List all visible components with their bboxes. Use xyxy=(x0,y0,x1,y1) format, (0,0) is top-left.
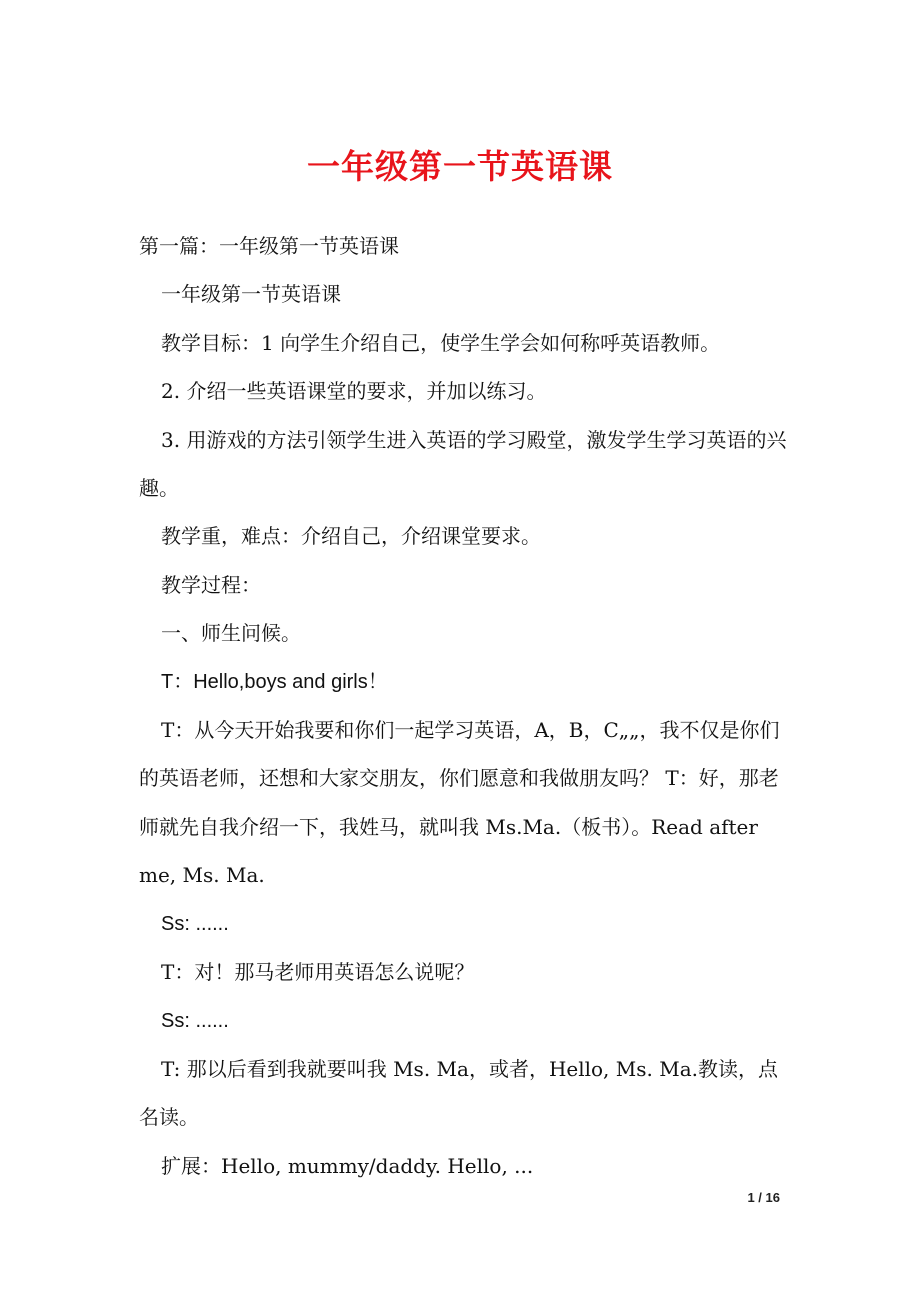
document-title: 一年级第一节英语课 xyxy=(307,147,613,186)
dialogue-line: T：从今天开始我要和你们一起学习英语，A，B，C„„，我不仅是你们的英语老师，还想和大家交朋友，你们愿意和我做朋友吗？ T：好，那老师就先自我介绍一下，我姓马，就叫我 Ms.Ma.（板书）。Read after me, Ms. Ma. xyxy=(139,718,780,888)
section-heading: 第一篇：一年级第一节英语课 xyxy=(139,234,399,258)
dialogue-line: T: 那以后看到我就要叫我 Ms. Ma，或者，Hello, Ms. Ma.教读，点名读。 xyxy=(139,1056,778,1130)
dialogue-line: Ss: ...... xyxy=(161,912,229,935)
lesson-title: 一年级第一节英语课 xyxy=(161,282,341,307)
page-number: 1 / 16 xyxy=(747,1190,780,1205)
dialogue-line: Ss: ...... xyxy=(161,1009,229,1032)
document-body xyxy=(139,222,789,1190)
key-points: 教学重，难点：介绍自己，介绍课堂要求。 xyxy=(161,524,541,549)
teaching-process-heading: 教学过程： xyxy=(161,572,261,597)
process-step-1: 一、师生问候。 xyxy=(161,621,301,646)
teaching-goal-1: 教学目标：1 向学生介绍自己，使学生学会如何称呼英语教师。 xyxy=(161,330,721,355)
dialogue-line: T：Hello,boys and girls！ xyxy=(161,670,388,693)
teaching-goal-3: 3. 用游戏的方法引领学生进入英语的学习殿堂，激发学生学习英语的兴趣。 xyxy=(139,427,787,501)
extension-line: 扩展：Hello, mummy/daddy. Hello, ... xyxy=(161,1153,534,1178)
teaching-goal-2: 2. 介绍一些英语课堂的要求，并加以练习。 xyxy=(161,379,547,404)
dialogue-line: T：对！那马老师用英语怎么说呢？ xyxy=(161,960,475,985)
